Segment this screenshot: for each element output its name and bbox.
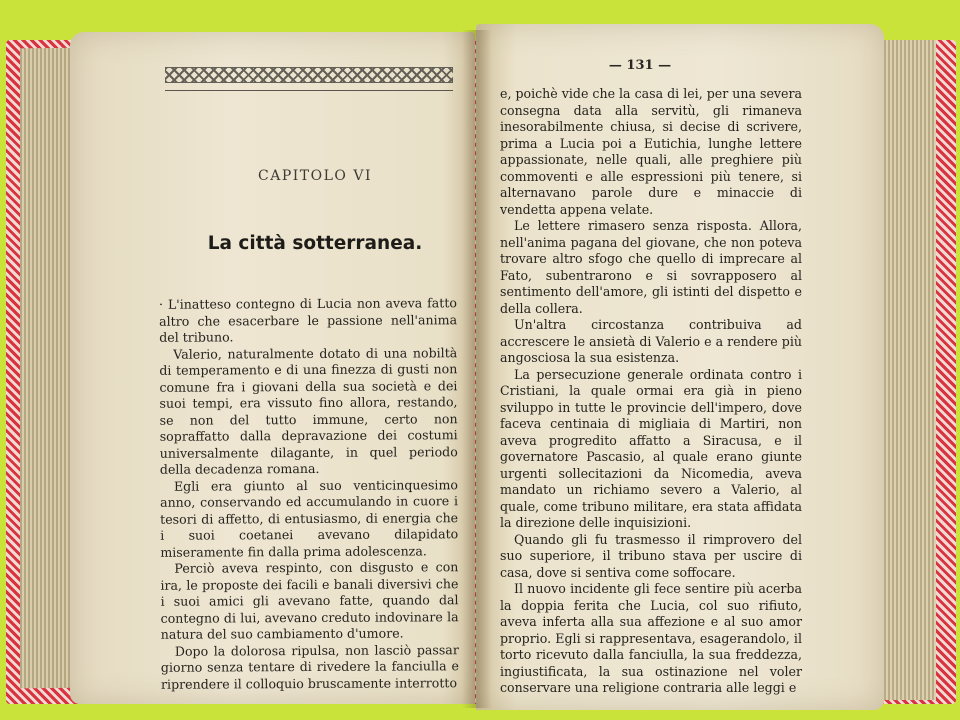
ornament-rule — [165, 90, 453, 91]
paragraph: La persecuzione generale ordinata contro i Cristiani, la quale ormai era già in pieno sviluppo in tutte le provincie dell'impero, dove faceva centinaia di migliaia di Martiri, non aveva progredito affatto a Siracusa, e il governatore Pascasio, al quale erano giunte urgenti sollecitazioni da Nicomedia, aveva mandato un richiamo severo a Valerio, al quale, come tribuno militare, era stata affidata la direzione delle inquisizioni. — [500, 366, 802, 530]
paragraph: Valerio, naturalmente dotato di una nobiltà di temperamento e di una finezza di gusti non comune fra i giovani della sua società e dei suoi tempi, era vissuto fino allora, restando, se non del tutto immune, certo non sopraffatto dalla depravazione dei costumi universalmente dilagante, in quel periodo della decadenza romana. — [159, 344, 458, 477]
paragraph: Perciò aveva respinto, con disgusto e con ira, le proposte dei facili e banali diversivi che i suoi amici gli avevano fatte, quando dal contegno di lui, avevano creduto indovinare la natura del suo cambiamento d'umore. — [160, 559, 459, 642]
paragraph: Le lettere rimasero senza risposta. Allora, nell'anima pagana del giovane, che non poteva trovare altro sfogo che quello di imprecare al Fato, subentrarono e si sovrapposero al sentimento dell'amore, gli istinti del dispetto e della collera. — [500, 218, 802, 316]
chapter-heading: CAPITOLO VI — [258, 168, 372, 184]
paragraph: Il nuovo incidente gli fece sentire più acerba la doppia ferita che Lucia, col suo rifiuto, aveva inferta alla sua affezione e al suo amor proprio. Egli si rappresentava, esagerandolo, il torto ricevuto dalla fanciulla, la sua freddezza, ingiustificata, la sua ostinazione nel voler conservare una religione contraria alle leggi e — [500, 581, 802, 695]
chapter-ornament — [165, 67, 453, 83]
paragraph: e, poichè vide che la casa di lei, per una severa consegna data alla servitù, gli rimaneva inesorabilmente chiusa, si decise di scrivere, prima a Lucia poi a Eutichia, lunghe lettere appassionate, nelle quali, alle preghiere più commoventi e alle espressioni più tenere, si alternavano parole dure e minaccie di vendetta appena velate. — [500, 86, 802, 217]
paragraph: Dopo la dolorosa ripulsa, non lasciò passar giorno senza tentare di rivedere la fanciulla e riprendere il colloquio bruscamente interrotto — [160, 641, 459, 692]
chapter-title: La città sotterranea. — [207, 233, 423, 254]
paragraph: · L'inatteso contegno di Lucia non aveva fatto altro che esacerbare le passione nell'anima del tribuno. — [158, 295, 458, 345]
book-gutter — [462, 30, 492, 708]
paragraph: Egli era giunto al suo venticinquesimo anno, conservando ed accumulando in cuore i tesori di affetto, di entusiasmo, di energia che i suoi coetanei avevano dilapidato miseramente fin dalla prima adolescenza. — [160, 476, 459, 560]
paragraph: Un'altra circostanza contribuiva ad accrescere le ansietà di Valerio e a rendere più angosciosa la sua esistenza. — [500, 317, 802, 365]
right-page-text — [500, 86, 802, 697]
page-edges-right — [876, 40, 936, 700]
paragraph: Quando gli fu trasmesso il rimprovero del suo superiore, il tribuno stava per uscire di casa, dove si sentiva come soffocare. — [500, 531, 802, 580]
left-page-text — [159, 295, 459, 693]
page-number: — 131 — — [608, 58, 672, 73]
